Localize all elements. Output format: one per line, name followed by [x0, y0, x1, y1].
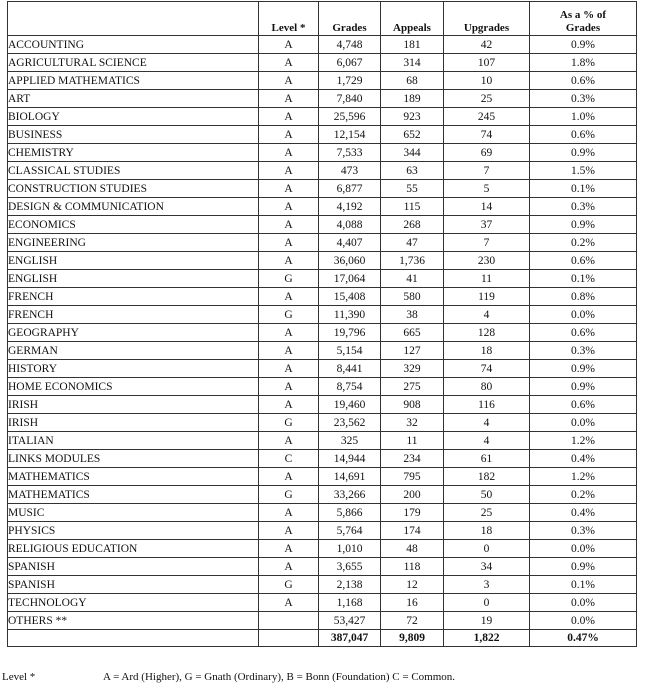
cell-appeals: 16 — [381, 594, 444, 612]
cell-subject: DESIGN & COMMUNICATION — [8, 198, 259, 216]
cell-upgrades: 116 — [444, 396, 530, 414]
cell-appeals: 189 — [381, 90, 444, 108]
table-row — [8, 144, 637, 162]
cell-percent: 0.6% — [530, 324, 637, 342]
cell-appeals: 314 — [381, 54, 444, 72]
table-row — [8, 90, 637, 108]
cell-level: A — [259, 558, 319, 576]
cell-level: A — [259, 144, 319, 162]
cell-grades: 4,088 — [319, 216, 381, 234]
table-row — [8, 558, 637, 576]
table-row — [8, 486, 637, 504]
cell-subject: MATHEMATICS — [8, 468, 259, 486]
cell-appeals: 200 — [381, 486, 444, 504]
table-body — [8, 36, 637, 630]
cell-level: G — [259, 306, 319, 324]
cell-appeals: 923 — [381, 108, 444, 126]
cell-appeals: 63 — [381, 162, 444, 180]
cell-level: A — [259, 378, 319, 396]
cell-percent: 0.0% — [530, 414, 637, 432]
cell-level: G — [259, 576, 319, 594]
cell-percent: 0.3% — [530, 342, 637, 360]
total-appeals: 9,809 — [381, 630, 444, 647]
cell-percent: 0.4% — [530, 504, 637, 522]
cell-level: A — [259, 108, 319, 126]
cell-subject: ART — [8, 90, 259, 108]
cell-level: A — [259, 504, 319, 522]
cell-appeals: 268 — [381, 216, 444, 234]
cell-level: A — [259, 54, 319, 72]
table-row — [8, 378, 637, 396]
cell-upgrades: 107 — [444, 54, 530, 72]
cell-level: A — [259, 540, 319, 558]
cell-subject: AGRICULTURAL SCIENCE — [8, 54, 259, 72]
cell-subject: FRENCH — [8, 306, 259, 324]
cell-appeals: 181 — [381, 36, 444, 54]
table-row — [8, 54, 637, 72]
cell-upgrades: 119 — [444, 288, 530, 306]
cell-grades: 1,010 — [319, 540, 381, 558]
table-row — [8, 450, 637, 468]
header-row — [8, 2, 637, 36]
cell-grades: 23,562 — [319, 414, 381, 432]
cell-appeals: 32 — [381, 414, 444, 432]
cell-appeals: 652 — [381, 126, 444, 144]
table-row — [8, 540, 637, 558]
cell-level: A — [259, 252, 319, 270]
cell-subject: CLASSICAL STUDIES — [8, 162, 259, 180]
cell-grades: 3,655 — [319, 558, 381, 576]
cell-percent: 0.6% — [530, 72, 637, 90]
cell-grades: 11,390 — [319, 306, 381, 324]
cell-upgrades: 18 — [444, 522, 530, 540]
cell-percent: 0.9% — [530, 144, 637, 162]
cell-grades: 7,840 — [319, 90, 381, 108]
cell-subject: PHYSICS — [8, 522, 259, 540]
header-subject — [8, 2, 259, 36]
cell-grades: 15,408 — [319, 288, 381, 306]
cell-grades: 14,691 — [319, 468, 381, 486]
cell-percent: 0.0% — [530, 612, 637, 630]
footnote-text: A = Ard (Higher), G = Gnath (Ordinary), B = Bonn (Foundation) C = Common. — [103, 671, 456, 683]
cell-percent: 0.9% — [530, 360, 637, 378]
cell-subject: APPLIED MATHEMATICS — [8, 72, 259, 90]
cell-upgrades: 4 — [444, 432, 530, 450]
cell-upgrades: 3 — [444, 576, 530, 594]
header-percent-line2: Grades — [565, 22, 601, 34]
cell-upgrades: 7 — [444, 162, 530, 180]
cell-percent: 0.6% — [530, 252, 637, 270]
cell-percent: 0.3% — [530, 90, 637, 108]
table-row — [8, 414, 637, 432]
cell-appeals: 55 — [381, 180, 444, 198]
cell-upgrades: 10 — [444, 72, 530, 90]
cell-percent: 1.8% — [530, 54, 637, 72]
cell-upgrades: 4 — [444, 414, 530, 432]
cell-level: A — [259, 126, 319, 144]
cell-appeals: 11 — [381, 432, 444, 450]
table-row — [8, 270, 637, 288]
cell-grades: 25,596 — [319, 108, 381, 126]
table-row — [8, 432, 637, 450]
cell-upgrades: 42 — [444, 36, 530, 54]
cell-upgrades: 5 — [444, 180, 530, 198]
totals-blank-subject — [8, 630, 259, 647]
cell-grades: 6,067 — [319, 54, 381, 72]
cell-appeals: 908 — [381, 396, 444, 414]
cell-level: A — [259, 360, 319, 378]
header-grades: Grades — [319, 2, 381, 36]
cell-appeals: 1,736 — [381, 252, 444, 270]
cell-subject: LINKS MODULES — [8, 450, 259, 468]
cell-subject: ENGLISH — [8, 270, 259, 288]
table-row — [8, 108, 637, 126]
cell-grades: 17,064 — [319, 270, 381, 288]
cell-percent: 0.6% — [530, 126, 637, 144]
cell-upgrades: 61 — [444, 450, 530, 468]
cell-appeals: 41 — [381, 270, 444, 288]
cell-grades: 53,427 — [319, 612, 381, 630]
table-row — [8, 468, 637, 486]
cell-level: A — [259, 396, 319, 414]
cell-appeals: 329 — [381, 360, 444, 378]
cell-subject: BIOLOGY — [8, 108, 259, 126]
cell-level: A — [259, 342, 319, 360]
cell-level: G — [259, 270, 319, 288]
cell-subject: CHEMISTRY — [8, 144, 259, 162]
cell-upgrades: 18 — [444, 342, 530, 360]
cell-grades: 5,154 — [319, 342, 381, 360]
header-percent — [530, 2, 637, 36]
total-percent: 0.47% — [530, 630, 637, 647]
footnote-label: Level * — [2, 671, 36, 683]
cell-upgrades: 80 — [444, 378, 530, 396]
cell-upgrades: 7 — [444, 234, 530, 252]
cell-level: A — [259, 162, 319, 180]
header-upgrades: Upgrades — [444, 2, 530, 36]
table-row — [8, 324, 637, 342]
table-row — [8, 252, 637, 270]
cell-percent: 0.4% — [530, 450, 637, 468]
cell-upgrades: 4 — [444, 306, 530, 324]
cell-grades: 8,754 — [319, 378, 381, 396]
table-row — [8, 396, 637, 414]
table-row — [8, 36, 637, 54]
cell-percent: 0.2% — [530, 486, 637, 504]
table-row — [8, 162, 637, 180]
cell-grades: 6,877 — [319, 180, 381, 198]
cell-upgrades: 34 — [444, 558, 530, 576]
cell-percent: 0.3% — [530, 198, 637, 216]
cell-upgrades: 14 — [444, 198, 530, 216]
cell-upgrades: 50 — [444, 486, 530, 504]
header-percent-line1: As a % of — [559, 9, 607, 21]
cell-upgrades: 37 — [444, 216, 530, 234]
table-row — [8, 198, 637, 216]
cell-appeals: 47 — [381, 234, 444, 252]
cell-subject: IRISH — [8, 396, 259, 414]
cell-percent: 0.1% — [530, 270, 637, 288]
cell-level: A — [259, 36, 319, 54]
cell-percent: 0.9% — [530, 216, 637, 234]
cell-level: G — [259, 414, 319, 432]
table-row — [8, 342, 637, 360]
cell-grades: 36,060 — [319, 252, 381, 270]
cell-percent: 0.9% — [530, 558, 637, 576]
cell-grades: 19,796 — [319, 324, 381, 342]
cell-grades: 5,764 — [319, 522, 381, 540]
cell-grades: 4,407 — [319, 234, 381, 252]
cell-appeals: 115 — [381, 198, 444, 216]
table-row — [8, 180, 637, 198]
cell-percent: 0.3% — [530, 522, 637, 540]
table-row — [8, 288, 637, 306]
cell-upgrades: 74 — [444, 360, 530, 378]
cell-appeals: 72 — [381, 612, 444, 630]
cell-subject: FRENCH — [8, 288, 259, 306]
cell-percent: 0.1% — [530, 576, 637, 594]
cell-level: G — [259, 486, 319, 504]
cell-grades: 7,533 — [319, 144, 381, 162]
table-row — [8, 306, 637, 324]
cell-appeals: 275 — [381, 378, 444, 396]
table-row — [8, 216, 637, 234]
cell-subject: BUSINESS — [8, 126, 259, 144]
cell-appeals: 68 — [381, 72, 444, 90]
cell-subject: ECONOMICS — [8, 216, 259, 234]
cell-upgrades: 74 — [444, 126, 530, 144]
cell-subject: ENGINEERING — [8, 234, 259, 252]
cell-appeals: 344 — [381, 144, 444, 162]
cell-grades: 473 — [319, 162, 381, 180]
cell-level: A — [259, 198, 319, 216]
cell-grades: 33,266 — [319, 486, 381, 504]
table-row — [8, 234, 637, 252]
cell-percent: 0.9% — [530, 378, 637, 396]
cell-percent: 0.0% — [530, 594, 637, 612]
cell-subject: OTHERS ** — [8, 612, 259, 630]
table-row — [8, 504, 637, 522]
cell-level: A — [259, 288, 319, 306]
cell-upgrades: 25 — [444, 504, 530, 522]
cell-subject: HISTORY — [8, 360, 259, 378]
grades-appeals-table — [7, 1, 637, 647]
cell-subject: CONSTRUCTION STUDIES — [8, 180, 259, 198]
cell-percent: 1.0% — [530, 108, 637, 126]
cell-level: A — [259, 324, 319, 342]
cell-appeals: 127 — [381, 342, 444, 360]
cell-appeals: 12 — [381, 576, 444, 594]
cell-level: A — [259, 90, 319, 108]
cell-grades: 1,168 — [319, 594, 381, 612]
cell-percent: 0.1% — [530, 180, 637, 198]
cell-subject: TECHNOLOGY — [8, 594, 259, 612]
cell-upgrades: 69 — [444, 144, 530, 162]
header-level: Level * — [259, 2, 319, 36]
cell-level: A — [259, 468, 319, 486]
cell-subject: GEOGRAPHY — [8, 324, 259, 342]
table-row — [8, 612, 637, 630]
cell-percent: 0.2% — [530, 234, 637, 252]
cell-grades: 4,192 — [319, 198, 381, 216]
table-row — [8, 576, 637, 594]
cell-level: C — [259, 450, 319, 468]
cell-percent: 0.9% — [530, 36, 637, 54]
cell-subject: ENGLISH — [8, 252, 259, 270]
cell-level: A — [259, 216, 319, 234]
cell-upgrades: 19 — [444, 612, 530, 630]
table-row — [8, 72, 637, 90]
cell-percent: 0.0% — [530, 540, 637, 558]
cell-subject: IRISH — [8, 414, 259, 432]
cell-subject: SPANISH — [8, 576, 259, 594]
totals-row — [8, 630, 637, 647]
cell-grades: 4,748 — [319, 36, 381, 54]
cell-appeals: 665 — [381, 324, 444, 342]
cell-appeals: 118 — [381, 558, 444, 576]
cell-percent: 0.0% — [530, 306, 637, 324]
totals-blank-level — [259, 630, 319, 647]
cell-level: A — [259, 522, 319, 540]
header-appeals: Appeals — [381, 2, 444, 36]
cell-grades: 325 — [319, 432, 381, 450]
cell-grades: 8,441 — [319, 360, 381, 378]
table-row — [8, 594, 637, 612]
cell-subject: MUSIC — [8, 504, 259, 522]
cell-percent: 1.2% — [530, 432, 637, 450]
cell-upgrades: 230 — [444, 252, 530, 270]
cell-percent: 0.8% — [530, 288, 637, 306]
cell-subject: RELIGIOUS EDUCATION — [8, 540, 259, 558]
cell-level: A — [259, 594, 319, 612]
cell-subject: MATHEMATICS — [8, 486, 259, 504]
cell-appeals: 580 — [381, 288, 444, 306]
cell-level — [259, 612, 319, 630]
cell-appeals: 174 — [381, 522, 444, 540]
cell-upgrades: 0 — [444, 540, 530, 558]
cell-grades: 2,138 — [319, 576, 381, 594]
total-grades: 387,047 — [319, 630, 381, 647]
table-row — [8, 522, 637, 540]
cell-subject: GERMAN — [8, 342, 259, 360]
total-upgrades: 1,822 — [444, 630, 530, 647]
cell-appeals: 795 — [381, 468, 444, 486]
cell-upgrades: 182 — [444, 468, 530, 486]
cell-subject: SPANISH — [8, 558, 259, 576]
table-row — [8, 126, 637, 144]
cell-upgrades: 128 — [444, 324, 530, 342]
cell-appeals: 38 — [381, 306, 444, 324]
grades-appeals-table-container — [7, 1, 636, 647]
cell-appeals: 234 — [381, 450, 444, 468]
cell-percent: 0.6% — [530, 396, 637, 414]
cell-upgrades: 25 — [444, 90, 530, 108]
cell-upgrades: 11 — [444, 270, 530, 288]
cell-subject: HOME ECONOMICS — [8, 378, 259, 396]
cell-grades: 19,460 — [319, 396, 381, 414]
cell-grades: 1,729 — [319, 72, 381, 90]
cell-grades: 12,154 — [319, 126, 381, 144]
cell-subject: ACCOUNTING — [8, 36, 259, 54]
cell-appeals: 48 — [381, 540, 444, 558]
cell-percent: 1.5% — [530, 162, 637, 180]
cell-upgrades: 0 — [444, 594, 530, 612]
cell-upgrades: 245 — [444, 108, 530, 126]
cell-grades: 5,866 — [319, 504, 381, 522]
cell-percent: 1.2% — [530, 468, 637, 486]
table-row — [8, 360, 637, 378]
cell-level: A — [259, 72, 319, 90]
cell-level: A — [259, 180, 319, 198]
cell-appeals: 179 — [381, 504, 444, 522]
cell-level: A — [259, 234, 319, 252]
cell-grades: 14,944 — [319, 450, 381, 468]
cell-level: A — [259, 432, 319, 450]
cell-subject: ITALIAN — [8, 432, 259, 450]
